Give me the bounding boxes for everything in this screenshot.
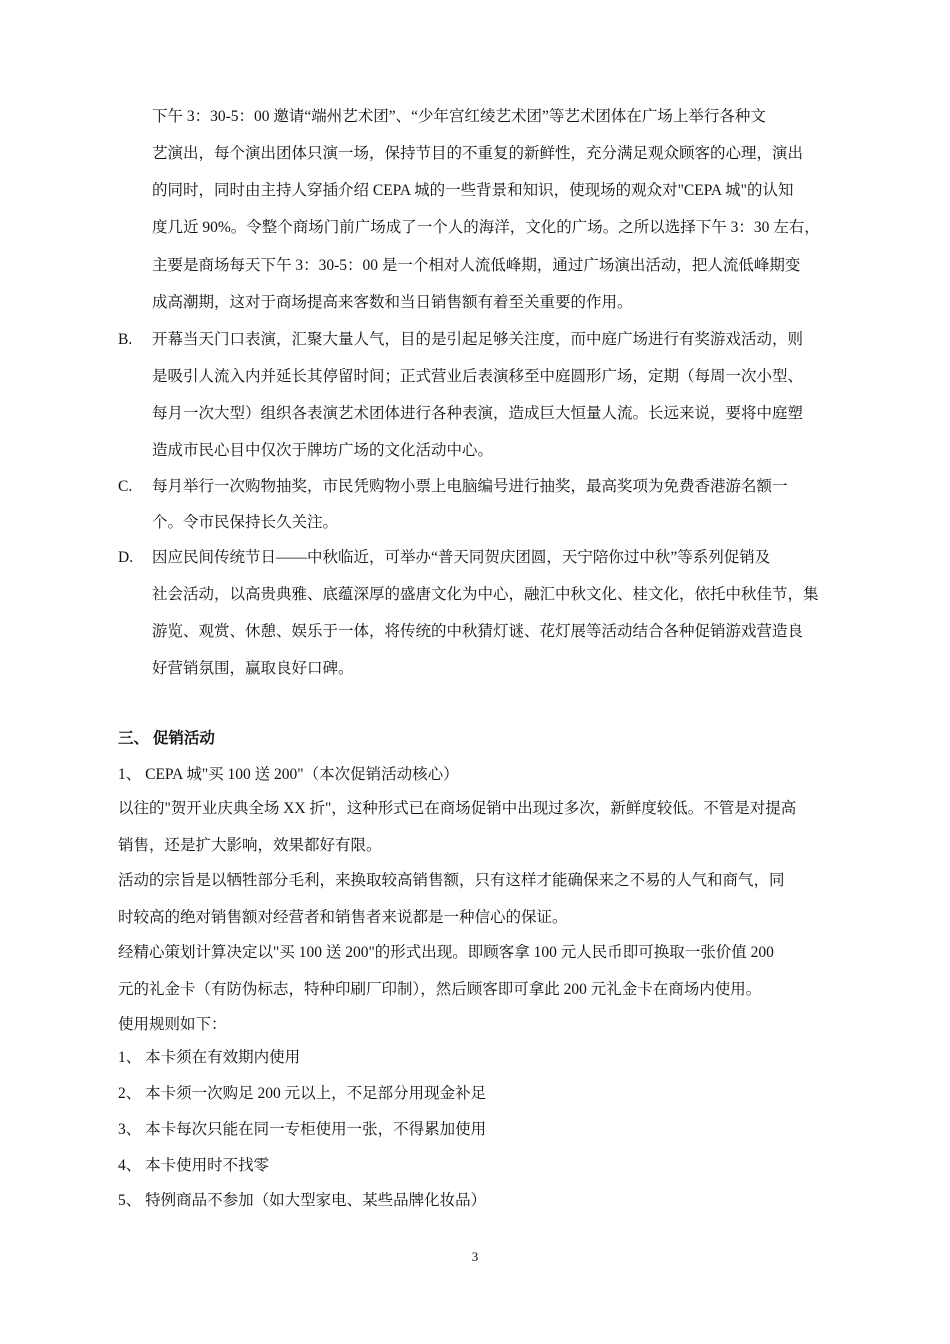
item-d-line: 社会活动，以高贵典雅、底蕴深厚的盛唐文化为中心，融汇中秋文化、桂文化，依托中秋佳节，集 <box>152 586 819 603</box>
item-c-line: 个。令市民保持长久关注。 <box>152 514 339 531</box>
item-b-line: 每月一次大型）组织各表演艺术团体进行各种表演，造成巨大恒量人流。长远来说，要将中庭塑 <box>152 405 804 422</box>
item-c-line: 每月举行一次购物抽奖，市民凭购物小票上电脑编号进行抽奖，最高奖项为免费香港游名额一 <box>152 478 788 495</box>
paragraph-a-line: 主要是商场每天下午 3：30-5：00 是一个相对人流低峰期，通过广场演出活动，把人流低峰期变 <box>152 257 801 274</box>
list-marker-c: C. <box>118 478 133 495</box>
list-marker-b: B. <box>118 331 133 348</box>
list-marker-d: D. <box>118 549 134 566</box>
body-line: 元的礼金卡（有防伪标志，特种印刷厂印制），然后顾客即可拿此 200 元礼金卡在商场内使用。 <box>118 981 762 998</box>
rule-item: 5、 特例商品不参加（如大型家电、某些品牌化妆品） <box>118 1192 487 1209</box>
rule-item: 2、 本卡须一次购足 200 元以上，不足部分用现金补足 <box>118 1085 487 1102</box>
body-line: 时较高的绝对销售额对经营者和销售者来说都是一种信心的保证。 <box>118 909 568 926</box>
body-line: 使用规则如下： <box>118 1016 227 1033</box>
item-b-line: 造成市民心目中仅次于牌坊广场的文化活动中心。 <box>152 442 494 459</box>
item-b-line: 开幕当天门口表演，汇聚大量人气，目的是引起足够关注度，而中庭广场进行有奖游戏活动，则 <box>152 331 804 348</box>
paragraph-a-line: 下午 3：30-5：00 邀请“端州艺术团”、“少年宫红绫艺术团”等艺术团体在广场上举行各种文 <box>152 108 766 125</box>
item-d-line: 游览、观赏、休憩、娱乐于一体，将传统的中秋猜灯谜、花灯展等活动结合各种促销游戏营造良 <box>152 623 804 640</box>
paragraph-a-line: 成高潮期，这对于商场提高来客数和当日销售额有着至关重要的作用。 <box>152 294 633 311</box>
body-line: 活动的宗旨是以牺牲部分毛利，来换取较高销售额，只有这样才能确保来之不易的人气和商气，同 <box>118 872 785 889</box>
section-heading: 三、 促销活动 <box>118 730 215 747</box>
paragraph-a-line: 度几近 90%。令整个商场门前广场成了一个人的海洋，文化的广场。之所以选择下午 3：30 左右， <box>152 219 820 236</box>
paragraph-a-line: 艺演出，每个演出团体只演一场，保持节目的不重复的新鲜性，充分满足观众顾客的心理，演出 <box>152 145 804 162</box>
rule-item: 1、 本卡须在有效期内使用 <box>118 1049 301 1066</box>
rule-item: 3、 本卡每次只能在同一专柜使用一张，不得累加使用 <box>118 1121 487 1138</box>
sub-heading: 1、 CEPA 城"买 100 送 200"（本次促销活动核心） <box>118 766 459 783</box>
page-number: 3 <box>471 1249 479 1264</box>
paragraph-a-line: 的同时，同时由主持人穿插介绍 CEPA 城的一些背景和知识，使现场的观众对"CEPA 城"的认知 <box>152 182 794 199</box>
body-line: 经精心策划计算决定以"买 100 送 200"的形式出现。即顾客拿 100 元人民币即可换取一张价值 200 <box>118 944 774 961</box>
body-line: 以往的"贺开业庆典全场 XX 折"，这种形式已在商场促销中出现过多次，新鲜度较低。不管是对提高 <box>118 800 797 817</box>
item-d-line: 因应民间传统节日——中秋临近，可举办“普天同贺庆团圆，天宁陪你过中秋”等系列促销及 <box>152 549 771 566</box>
item-d-line: 好营销氛围，赢取良好口碑。 <box>152 660 354 677</box>
rule-item: 4、 本卡使用时不找零 <box>118 1157 270 1174</box>
item-b-line: 是吸引人流入内并延长其停留时间；正式营业后表演移至中庭圆形广场，定期（每周一次小型、 <box>152 368 804 385</box>
body-line: 销售，还是扩大影响，效果都好有限。 <box>118 837 382 854</box>
